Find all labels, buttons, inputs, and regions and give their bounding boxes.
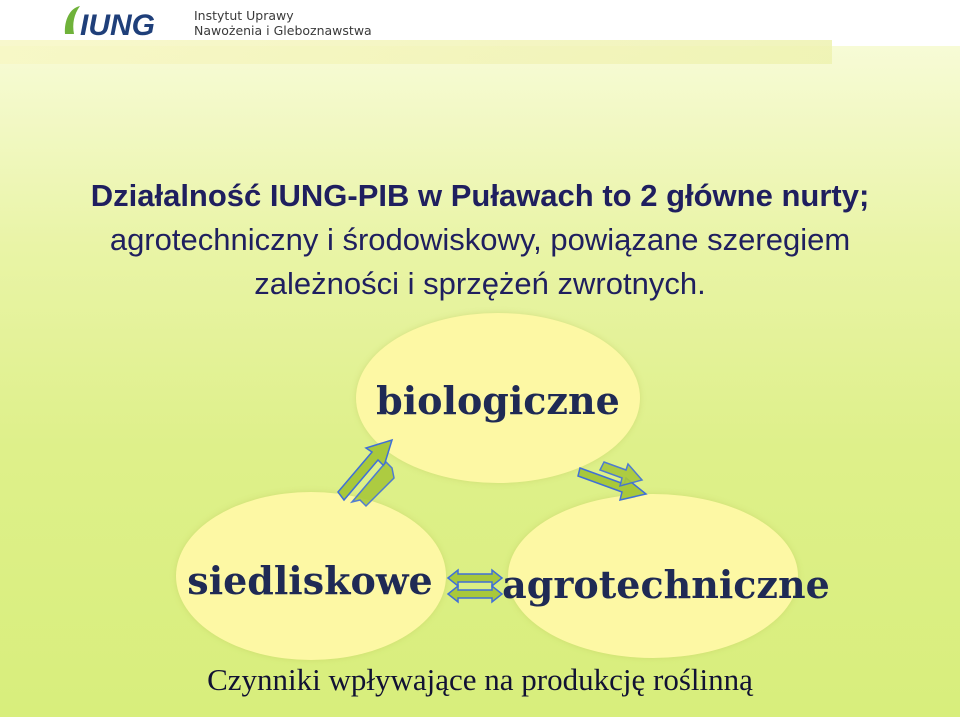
intro-line-3: zależności i sprzężeń zwrotnych. xyxy=(254,266,706,301)
intro-line-1: Działalność IUNG-PIB w Puławach to 2 główne nurty; xyxy=(90,178,870,213)
institute-name-line1: Instytut Uprawy xyxy=(194,8,294,23)
logo-text: IUNG xyxy=(80,9,155,40)
intro-paragraph xyxy=(40,174,920,306)
label-agrotechniczne: agrotechniczne xyxy=(502,562,830,607)
label-siedliskowe: siedliskowe xyxy=(187,558,433,603)
label-biologiczne: biologiczne xyxy=(376,378,620,423)
iung-logo xyxy=(62,4,192,40)
intro-line-2: agrotechniczny i środowiskowy, powiązane szeregiem xyxy=(109,222,851,257)
diagram-caption: Czynniki wpływające na produkcję roślinną xyxy=(207,662,753,697)
institute-name-line2: Nawożenia i Gleboznawstwa xyxy=(194,23,372,38)
institute-name xyxy=(194,8,372,38)
header-stripe xyxy=(0,40,832,64)
